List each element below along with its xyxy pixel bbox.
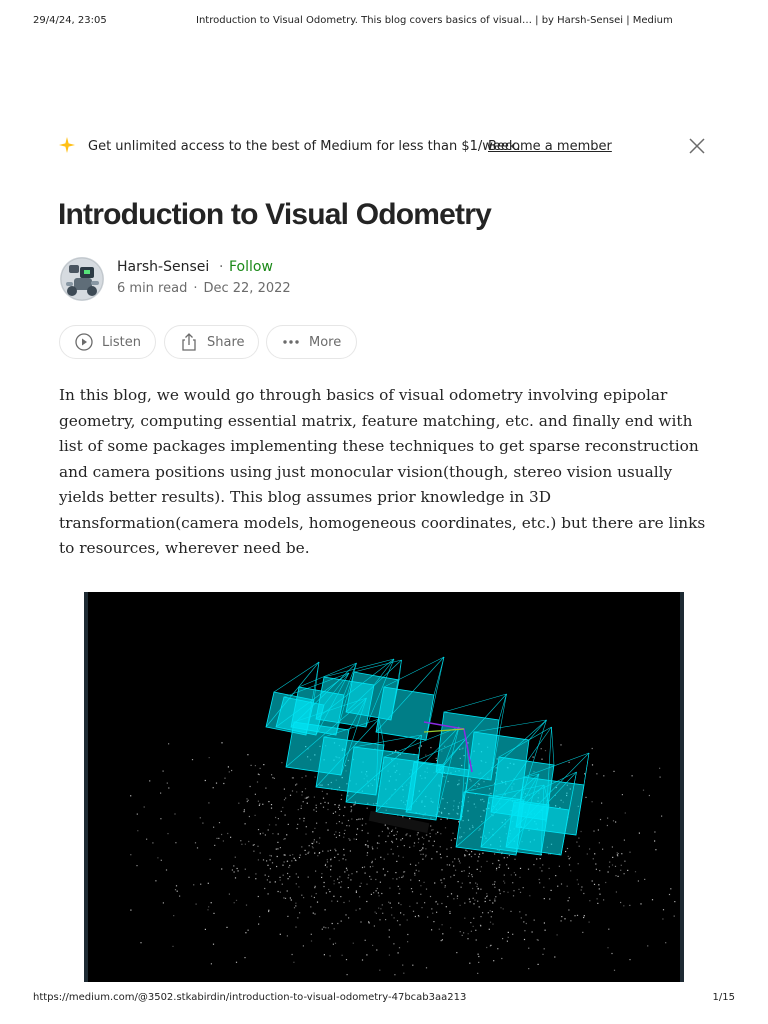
print-page-number: 1/15 xyxy=(712,992,735,1003)
more-dots-icon xyxy=(281,333,301,351)
membership-banner xyxy=(58,136,710,158)
article-title: Introduction to Visual Odometry xyxy=(58,198,492,231)
print-footer xyxy=(33,992,735,1006)
article-actions xyxy=(59,325,379,359)
share-label: Share xyxy=(207,335,245,350)
article-figure-image xyxy=(84,592,684,982)
print-url: https://medium.com/@3502.stkabirdin/introduction-to-visual-odometry-47bcab3aa213 xyxy=(33,992,467,1003)
close-icon[interactable] xyxy=(688,137,706,155)
article-intro-paragraph: In this blog, we would go through basics of visual odometry involving epipolar geometry, computing essential matrix, feature matching, etc. and finally end with list of some packages implementing these techniques to get sparse reconstruction and camera positions using just monocular vision(though, stereo vision usually yields better results). This blog assumes prior knowledge in 3D transformation(camera models, homogeneous coordinates, etc.) but there are links to resources, wherever need be. xyxy=(59,386,706,557)
share-icon xyxy=(179,333,199,351)
author-name[interactable]: Harsh-Sensei xyxy=(117,259,210,275)
more-button[interactable] xyxy=(266,325,357,359)
more-label: More xyxy=(309,335,342,350)
avatar[interactable] xyxy=(60,257,104,301)
follow-button[interactable]: Follow xyxy=(229,259,273,275)
print-document-title: Introduction to Visual Odometry. This blog covers basics of visual… | by Harsh-Sensei | Medium xyxy=(196,15,673,26)
listen-button[interactable] xyxy=(59,325,156,359)
become-member-link[interactable]: Become a member xyxy=(488,139,612,154)
reconstruction-image xyxy=(84,592,684,982)
separator-dot: · xyxy=(219,259,224,275)
share-button[interactable] xyxy=(164,325,259,359)
author-block xyxy=(60,257,520,301)
print-header xyxy=(33,15,735,29)
publish-date: Dec 22, 2022 xyxy=(203,281,291,296)
article-meta xyxy=(117,281,291,296)
play-circle-icon xyxy=(74,333,94,351)
read-time: 6 min read xyxy=(117,281,188,296)
listen-label: Listen xyxy=(102,335,141,350)
sparkle-icon xyxy=(58,136,76,154)
banner-text: Get unlimited access to the best of Medium for less than $1/week. xyxy=(88,139,521,154)
print-datetime: 29/4/24, 23:05 xyxy=(33,15,107,26)
meta-separator: · xyxy=(193,281,198,296)
